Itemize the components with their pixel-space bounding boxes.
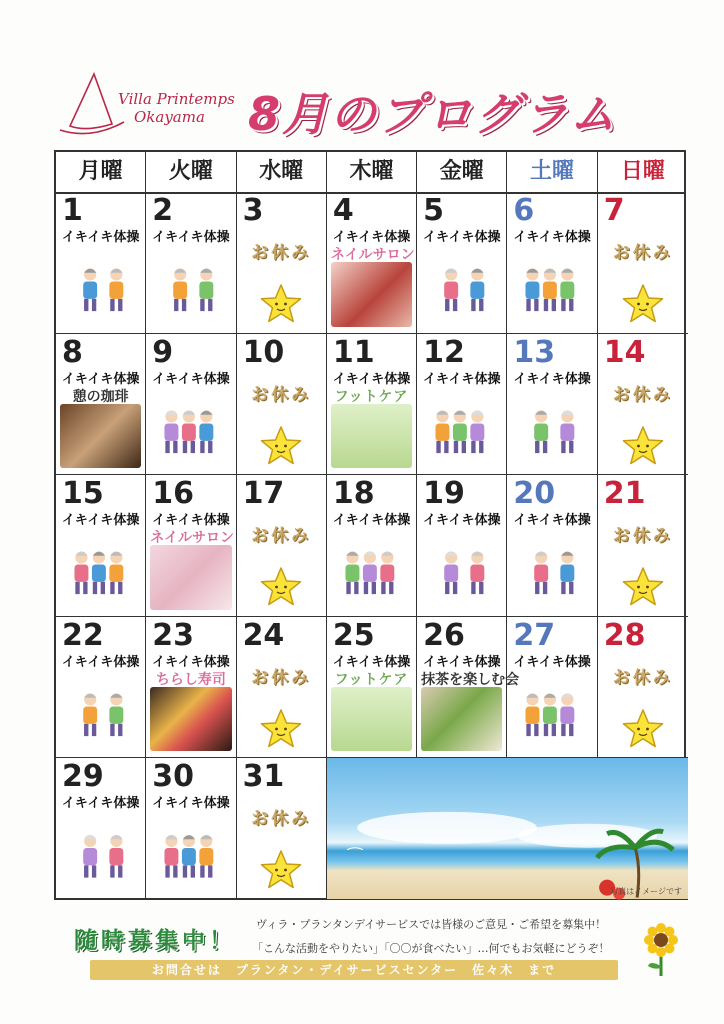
star-icon [621,282,665,326]
activity-label: イキイキ体操 [513,230,591,245]
day-cell-27 [507,617,597,759]
weekday-thu: 木曜 [327,152,417,192]
star-icon [259,424,303,468]
closed-label: お休み [251,243,312,263]
exercise-illustration [64,818,137,894]
activity-label: イキイキ体操 [332,654,411,670]
event-label: フットケア [334,671,409,688]
day-cell-20 [507,475,597,617]
event-label: 憩の珈琲 [72,388,129,405]
exercise-illustration [154,394,227,469]
day-number: 6 [513,193,535,228]
day-number: 5 [423,193,445,228]
activity-label: イキイキ体操 [61,230,140,245]
event-label: ちらし寿司 [155,671,226,688]
closed-label: お休み [612,384,673,405]
day-cell-2 [146,192,236,334]
day-number: 9 [152,334,174,370]
day-cell-7 [598,192,688,334]
star-icon [621,424,665,468]
day-cell-12 [417,334,507,476]
page-title: 8月のプログラム [248,87,618,141]
star-icon [621,565,665,609]
day-number: 21 [603,476,646,512]
logo-line-2: Okayama [134,108,205,126]
day-cell-28 [598,617,688,759]
activity-label: イキイキ体操 [332,230,411,245]
activity-label: イキイキ体操 [513,371,591,387]
day-cell-11 [327,334,417,476]
activity-label: イキイキ体操 [61,796,140,812]
activity-label: イキイキ体操 [61,371,140,387]
event-label: ネイルサロン [150,530,235,547]
day-cell-23 [146,617,236,759]
activity-label: イキイキ体操 [423,371,501,387]
event-photo [331,262,412,327]
activity-label: イキイキ体操 [423,230,501,245]
beach-picture [327,758,688,900]
exercise-illustration [64,677,137,752]
exercise-illustration [515,394,588,469]
event-photo [150,687,231,752]
day-number: 31 [242,759,285,795]
day-cell-15 [56,475,146,617]
closed-label: お休み [251,667,312,688]
day-cell-8 [56,334,146,476]
day-number: 15 [62,476,104,512]
day-cell-4 [327,192,417,334]
day-cell-14 [598,334,688,476]
day-cell-10 [237,334,327,476]
day-number: 8 [62,334,83,370]
event-photo [331,404,412,469]
day-cell-19 [417,475,507,617]
exercise-illustration [64,535,137,610]
day-cell-6 [507,192,597,334]
feedback-message: ヴィラ・プランタンデイサービスでは皆様のご意見・ご希望を募集中！ [256,918,607,931]
weekday-sat: 土曜 [507,152,597,192]
activity-label: イキイキ体操 [513,654,591,670]
calendar-grid [54,150,686,900]
closed-label: お休み [251,384,312,405]
day-cell-30 [146,758,236,900]
day-number: 14 [603,334,646,370]
weekday-header [56,152,684,194]
day-number: 17 [242,476,285,512]
day-cell-26 [417,617,520,759]
star-icon [621,707,665,751]
closed-label: お休み [612,526,673,547]
day-cell-21 [598,475,688,617]
closed-label: お休み [251,526,312,547]
day-number: 28 [603,617,646,653]
exercise-illustration [154,818,227,894]
feedback-examples: 「こんな活動をやりたい」「〇〇が食べたい」…何でもお気軽にどうぞ！ [252,942,610,955]
event-photo [150,545,231,610]
day-number: 25 [332,617,375,653]
photo-caption: 写真はイメージです [610,886,682,896]
exercise-illustration [154,252,227,327]
closed-label: お休み [251,809,312,830]
day-number: 13 [513,334,556,370]
day-number: 4 [332,193,354,228]
weekday-tue: 火曜 [146,152,236,192]
day-cell-3 [237,192,327,334]
day-number: 10 [242,334,285,370]
activity-label: イキイキ体操 [423,513,501,529]
exercise-illustration [425,394,498,469]
star-icon [259,707,303,751]
activity-label: イキイキ体操 [423,654,501,670]
day-number: 7 [603,193,625,228]
activity-label: イキイキ体操 [513,513,591,529]
star-icon [259,848,303,892]
exercise-illustration [515,677,588,752]
event-photo [60,404,141,469]
event-label: フットケア [334,388,409,405]
day-number: 23 [152,617,195,653]
exercise-illustration [515,535,588,610]
event-label: 抹茶を楽しむ会 [421,671,520,688]
exercise-illustration [335,535,408,610]
activity-label: イキイキ体操 [61,654,140,670]
day-number: 29 [62,759,104,795]
weekday-wed: 水曜 [237,152,327,192]
day-number: 20 [513,476,556,512]
exercise-illustration [425,252,498,327]
exercise-illustration [425,535,498,610]
day-number: 19 [423,476,465,512]
activity-label: イキイキ体操 [152,654,230,670]
star-icon [259,565,303,609]
sunflower-icon [644,922,678,978]
activity-label: イキイキ体操 [332,371,411,387]
day-cell-22 [56,617,146,759]
day-number: 24 [242,617,285,653]
event-label: ネイルサロン [330,247,415,263]
weekday-fri: 金曜 [417,152,507,192]
contact-banner: お問合せは プランタン・デイサービスセンター 佐々木 まで [90,960,618,980]
day-number: 3 [242,193,264,228]
sail-logo-icon [56,70,126,140]
star-icon [259,282,303,326]
weekday-mon: 月曜 [56,152,146,192]
exercise-illustration [515,252,588,327]
day-cell-29 [56,758,146,900]
day-number: 27 [513,617,556,653]
villa-printemps-logo [56,70,236,140]
day-cell-9 [146,334,236,476]
activity-label: イキイキ体操 [152,513,230,529]
closed-label: お休み [612,667,673,688]
day-number: 30 [152,759,195,795]
day-number: 18 [332,476,375,512]
day-cell-13 [507,334,597,476]
exercise-illustration [64,252,137,327]
day-cell-18 [327,475,417,617]
day-cell-24 [237,617,327,759]
activity-label: イキイキ体操 [152,230,230,245]
activity-label: イキイキ体操 [61,513,140,529]
day-number: 11 [332,334,375,370]
activity-label: イキイキ体操 [332,513,411,529]
day-cell-17 [237,475,327,617]
day-number: 26 [423,617,465,653]
day-cell-31 [237,758,327,900]
day-number: 16 [152,476,195,512]
event-photo [421,687,502,752]
day-number: 2 [152,193,174,228]
day-cell-5 [417,192,507,334]
day-cell-1 [56,192,146,334]
weekday-sun: 日曜 [620,159,665,184]
recruiting-heading: 随時募集中！ [74,928,236,954]
day-cell-16 [146,475,236,617]
logo-line-1: Villa Printemps [118,90,235,108]
day-cell-25 [327,617,417,759]
event-photo [331,687,412,752]
activity-label: イキイキ体操 [152,796,230,812]
day-number: 1 [62,193,83,228]
day-number: 12 [423,334,465,370]
activity-label: イキイキ体操 [152,371,230,387]
day-number: 22 [62,617,104,653]
closed-label: お休み [612,243,673,263]
